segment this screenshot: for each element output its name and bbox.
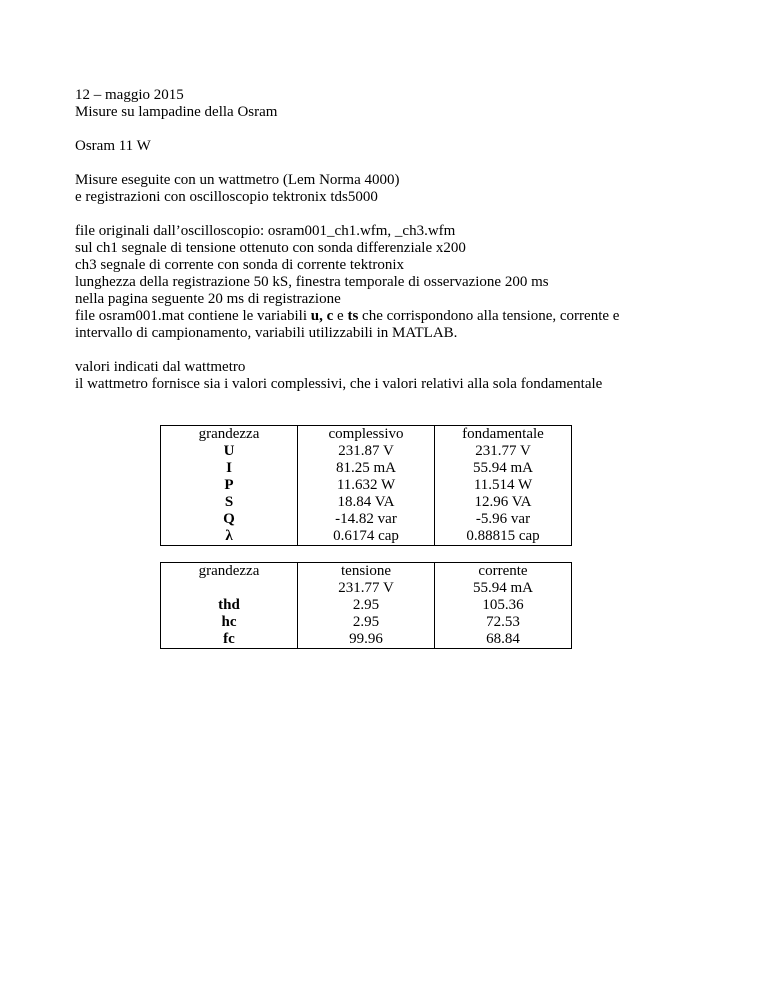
files-line-7: intervallo di campionamento, variabili utilizzabili in MATLAB. [75, 325, 458, 341]
table-cell: 11.632 W [336, 477, 396, 493]
table2-col-quantity [161, 563, 298, 649]
table-cell: 2.95 [352, 597, 380, 613]
table-cell: 81.25 mA [336, 460, 396, 476]
table-cell: 231.87 V [338, 443, 394, 459]
table1-col-fondamentale [435, 426, 572, 546]
quantity-label: fc [223, 631, 235, 647]
table-header-cell: complessivo [328, 426, 404, 442]
table-cell: 12.96 VA [474, 494, 532, 510]
table-header-cell: tensione [341, 563, 391, 579]
var-c: c [326, 308, 334, 324]
table-header-cell: grandezza [198, 426, 260, 442]
var-ts: ts [347, 308, 359, 324]
table-cell: -5.96 var [475, 511, 531, 527]
table-cell: 2.95 [352, 614, 380, 630]
wattmeter-line-2: il wattmetro fornisce sia i valori complessivi, che i valori relativi alla sola fondamentale [75, 376, 603, 392]
intro-block [75, 172, 400, 206]
quantity-label: S [224, 494, 234, 510]
table-cell: 72.53 [486, 614, 520, 630]
lamp-block [75, 138, 151, 155]
intro-line-1: Misure eseguite con un wattmetro (Lem Norma 4000) [75, 172, 400, 188]
intro-line-2: e registrazioni con oscilloscopio tektronix tds5000 [75, 189, 378, 205]
quantity-label: I [226, 460, 232, 476]
table-cell: -14.82 var [335, 511, 397, 527]
table-header-cell: fondamentale [462, 426, 544, 442]
quantity-label [163, 580, 295, 597]
table-header-cell: grandezza [198, 563, 260, 579]
table2-col-tensione [298, 563, 435, 649]
table1-col-complessivo [298, 426, 435, 546]
files-line-1: file originali dall’oscilloscopio: osram001_ch1.wfm, _ch3.wfm [75, 223, 456, 239]
table-cell: 99.96 [349, 631, 383, 647]
table-row [161, 426, 572, 546]
table-row [161, 563, 572, 649]
files-line-6 [75, 308, 619, 325]
files-line-2: sul ch1 segnale di tensione ottenuto con sonda differenziale x200 [75, 240, 466, 256]
wattmeter-line-1: valori indicati dal wattmetro [75, 359, 246, 375]
table-cell: 55.94 mA [473, 580, 533, 596]
files-block [75, 223, 619, 342]
table-header-cell: corrente [478, 563, 528, 579]
table1-col-quantity [161, 426, 298, 546]
wattmeter-block [75, 359, 602, 393]
quantity-label: U [223, 443, 235, 459]
files-line-3: ch3 segnale di corrente con sonda di corrente tektronix [75, 257, 405, 273]
files-line-4: lunghezza della registrazione 50 kS, finestra temporale di osservazione 200 ms [75, 274, 549, 290]
header-block [75, 87, 277, 121]
document-subtitle: Misure su lampadine della Osram [75, 104, 278, 120]
table-cell: 231.77 V [475, 443, 531, 459]
table-cell: 231.77 V [338, 580, 394, 596]
table-cell: 55.94 mA [473, 460, 533, 476]
files-line-6-mid: e [333, 308, 348, 324]
quantity-label: hc [221, 614, 237, 630]
files-line-5: nella pagina seguente 20 ms di registrazione [75, 291, 341, 307]
files-line-6-post: che corrispondono alla tensione, corrente e [358, 308, 620, 324]
table-cell: 0.6174 cap [333, 528, 399, 544]
files-line-6-pre: file osram001.mat contiene le variabili [75, 308, 311, 324]
harmonics-table [160, 562, 572, 649]
table-cell: 0.88815 cap [466, 528, 540, 544]
table-cell: 68.84 [486, 631, 520, 647]
var-u: u, [310, 308, 323, 324]
quantity-label: Q [223, 511, 235, 527]
table-cell: 18.84 VA [337, 494, 395, 510]
table2-col-corrente [435, 563, 572, 649]
document-date: 12 – maggio 2015 [75, 87, 184, 103]
lamp-title: Osram 11 W [75, 138, 151, 154]
quantity-label: λ [225, 528, 233, 544]
measurements-table [160, 425, 572, 546]
quantity-label: P [224, 477, 234, 493]
table-cell: 11.514 W [473, 477, 533, 493]
table-cell: 105.36 [482, 597, 524, 613]
quantity-label: thd [218, 597, 240, 613]
